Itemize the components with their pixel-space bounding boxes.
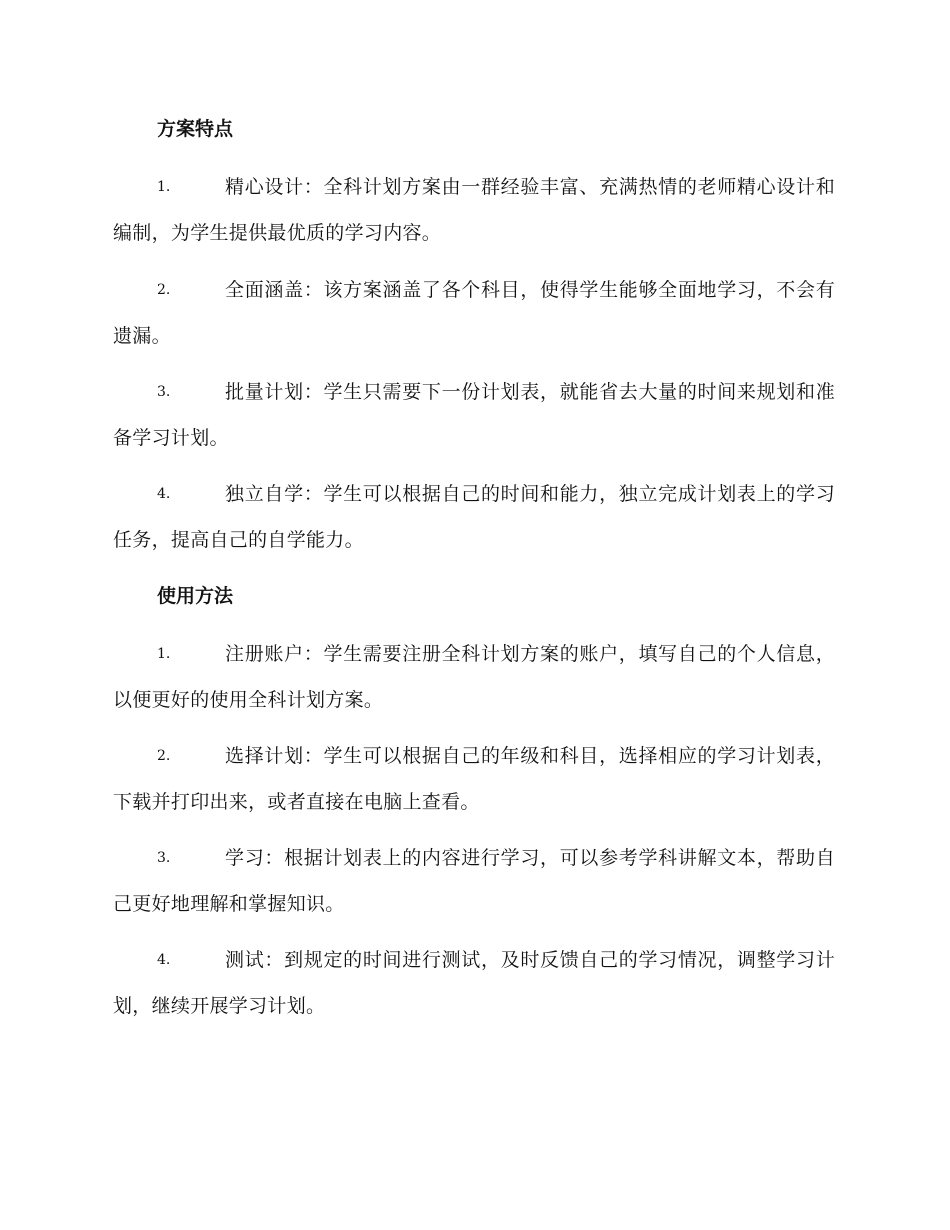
list-item-text: 测试：到规定的时间进行测试，及时反馈自己的学习情况，调整学习计划，继续开展学习计划。	[113, 949, 835, 1017]
list-number: 1.	[157, 646, 171, 662]
list-number: 2.	[157, 282, 171, 298]
list-number: 2.	[157, 748, 171, 764]
list-item	[113, 631, 835, 723]
list-item-text: 全面涵盖：该方案涵盖了各个科目，使得学生能够全面地学习，不会有遗漏。	[113, 279, 835, 347]
list-item	[113, 835, 835, 927]
list-item-text: 注册账户：学生需要注册全科计划方案的账户，填写自己的个人信息，以便更好的使用全科计划方案。	[113, 643, 835, 711]
list-item	[113, 937, 835, 1029]
list-item	[113, 471, 835, 563]
list-item	[113, 733, 835, 825]
list-number: 3.	[157, 384, 171, 400]
list-number: 1.	[157, 179, 171, 195]
list-number: 4.	[157, 486, 171, 502]
list-number: 4.	[157, 952, 171, 968]
list-item-text: 选择计划：学生可以根据自己的年级和科目，选择相应的学习计划表，下载并打印出来，或者直接在电脑上查看。	[113, 745, 835, 813]
section-heading-usage: 使用方法	[157, 585, 234, 607]
list-item	[113, 369, 835, 461]
list-item	[113, 267, 835, 359]
list-item-text: 学习：根据计划表上的内容进行学习，可以参考学科讲解文本，帮助自己更好地理解和掌握知识。	[113, 847, 835, 915]
section-heading-features: 方案特点	[157, 118, 234, 140]
list-number: 3.	[157, 850, 171, 866]
list-item-text: 独立自学：学生可以根据自己的时间和能力，独立完成计划表上的学习任务，提高自己的自学能力。	[113, 483, 835, 551]
list-item-text: 批量计划：学生只需要下一份计划表，就能省去大量的时间来规划和准备学习计划。	[113, 381, 835, 449]
list-item	[113, 164, 835, 256]
list-item-text: 精心设计：全科计划方案由一群经验丰富、充满热情的老师精心设计和编制，为学生提供最优质的学习内容。	[113, 176, 835, 244]
